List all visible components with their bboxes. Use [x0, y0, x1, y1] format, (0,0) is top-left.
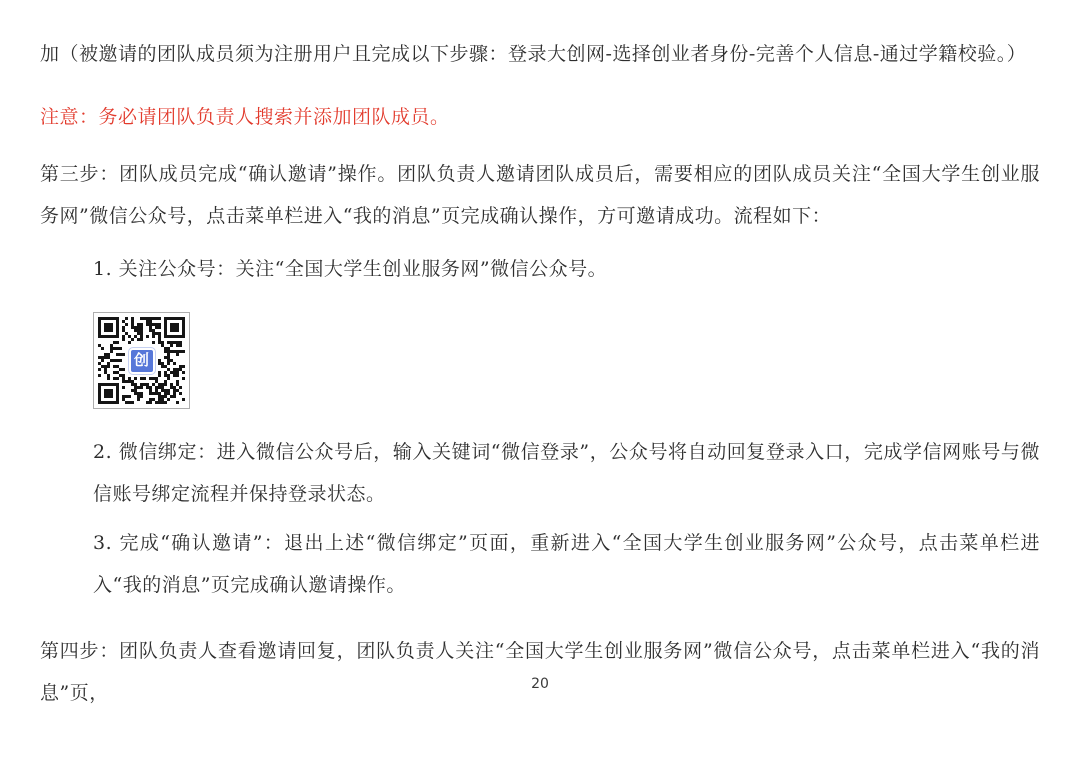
list-item-confirm-invitation: 3. 完成“确认邀请”：退出上述“微信绑定”页面，重新进入“全国大学生创业服务网”公众号，点击菜单栏进入“我的消息”页完成确认邀请操作。 [93, 532, 1040, 596]
list-item-follow-account: 1. 关注公众号：关注“全国大学生创业服务网”微信公众号。 [93, 258, 608, 280]
page-number: 20 [531, 676, 549, 692]
qr-logo-glyph: 创 [133, 351, 149, 369]
qr-center-logo-icon [129, 348, 155, 374]
continued-paragraph: 加（被邀请的团队成员须为注册用户且完成以下步骤：登录大创网-选择创业者身份-完善个人信息-通过学籍校验。） [40, 43, 1027, 65]
step-3-paragraph: 第三步：团队成员完成“确认邀请”操作。团队负责人邀请团队成员后，需要相应的团队成员关注“全国大学生创业服务网”微信公众号，点击菜单栏进入“我的消息”页完成确认操作，方可邀请成功。流程如下： [40, 163, 1040, 227]
list-item-wechat-binding: 2. 微信绑定：进入微信公众号后，输入关键词“微信登录”，公众号将自动回复登录入口，完成学信网账号与微信账号绑定流程并保持登录状态。 [93, 441, 1040, 505]
notice-text: 注意：务必请团队负责人搜索并添加团队成员。 [40, 106, 450, 128]
step-4-paragraph: 第四步：团队负责人查看邀请回复，团队负责人关注“全国大学生创业服务网”微信公众号，点击菜单栏进入“我的消息”页， [40, 640, 1040, 704]
qr-code [93, 312, 190, 409]
